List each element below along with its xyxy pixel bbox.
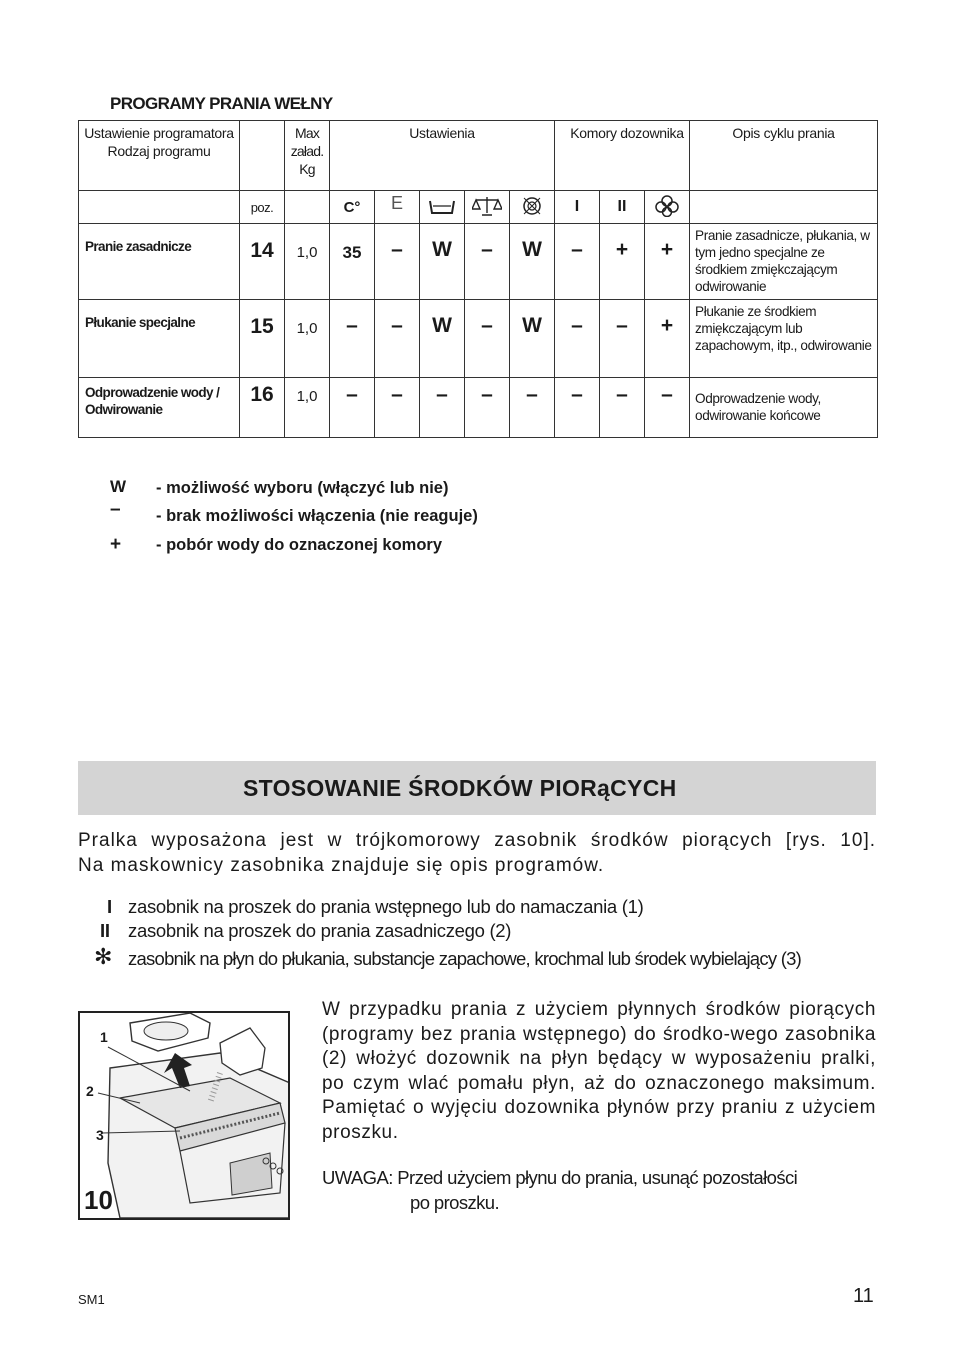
program-name: Płukanie specjalne [79, 300, 240, 378]
cell-scale: – [465, 224, 510, 300]
table-row [79, 224, 878, 300]
program-name: Pranie zasadnicze [79, 224, 240, 300]
liquid-detergent-text: W przypadku prania z użyciem płynnych środków piorących (programy bez prania wstępnego) do środko-wego zasobnika (2) włożyć dozownik na płyn będący w wyposażeniu pralki, po czym wlać pomału płyn, aż do oznaczonego maksimum. Pamiętać o wyjęciu dozownika płynów przy praniu z użyciem proszku. [322, 999, 876, 1143]
list-item: II zasobnik na proszek do prania zasadniczego (2) [100, 920, 512, 941]
cell-tub: – [420, 378, 465, 438]
cell-temp: – [330, 300, 375, 378]
cell-chamber-1: – [555, 300, 600, 378]
scale-icon [465, 191, 510, 224]
section-banner [78, 761, 876, 815]
cell-chamber-2: – [600, 300, 645, 378]
cell-e: – [375, 224, 420, 300]
spin-icon [510, 191, 555, 224]
cell-chamber-2: + [600, 224, 645, 300]
wool-programs-table [78, 120, 878, 438]
cell-spin: W [510, 224, 555, 300]
program-pos: 14 [240, 224, 285, 300]
intro-line-1: Pralka wyposażona jest w trójkomorowy zasobnik środków piorących [rys. 10]. [78, 830, 876, 851]
table-row [79, 300, 878, 378]
cell-temp: – [330, 378, 375, 438]
cell-tub: W [420, 300, 465, 378]
legend-item: W - możliwość wyboru (włączyć lub nie) [110, 477, 449, 497]
section-title: PROGRAMY PRANIA WEŁNY [110, 94, 333, 113]
figure-label-2: 2 [86, 1083, 94, 1099]
page-number: 11 [853, 1285, 874, 1307]
program-pos: 15 [240, 300, 285, 378]
header-temp: C° [330, 191, 375, 224]
program-desc: Pranie zasadnicze, płukania, w tym jedno specjalne ze środkiem zmiękczającym odwirowanie [690, 224, 878, 300]
chamber-2-label: II [600, 191, 645, 224]
header-settings: Ustawienia [330, 121, 555, 191]
cell-e: – [375, 378, 420, 438]
cell-scale: – [465, 300, 510, 378]
chamber-1-label: I [555, 191, 600, 224]
footer-code: SM1 [78, 1292, 105, 1307]
legend-item: + - pobór wody do oznaczonej komory [110, 534, 443, 555]
header-description: Opis cyklu prania [690, 121, 878, 191]
cell-chamber-1: – [555, 224, 600, 300]
header-chambers: Komory dozownika [555, 121, 690, 191]
program-desc: Płukanie ze środkiem zmiękczającym lub zapachowym, itp., odwirowanie [690, 300, 878, 378]
program-desc: Odprowadzenie wody, odwirowanie końcowe [690, 378, 878, 438]
program-name: Odprowadzenie wody / Odwirowanie [79, 378, 240, 438]
cell-spin: – [510, 378, 555, 438]
figure-label-1: 1 [100, 1029, 108, 1045]
header-setting: Ustawienie programatora Rodzaj programu [79, 121, 240, 191]
warning-line-1: UWAGA: Przed użyciem płynu do prania, usunąć pozostałości [322, 1167, 798, 1188]
banner-title: STOSOWANIE ŚRODKÓW PIORąCYCH [243, 775, 677, 801]
flower-icon [645, 191, 690, 224]
intro-line-2: Na maskownicy zasobnika znajduje się opis programów. [78, 855, 605, 876]
cell-chamber-3: + [645, 300, 690, 378]
cell-e: – [375, 300, 420, 378]
header-max-load: Max załad. Kg [285, 121, 330, 191]
list-item: ✻ zasobnik na płyn do płukania, substancje zapachowe, krochmal lub środek wybielający (3) [94, 944, 802, 969]
program-load: 1,0 [285, 378, 330, 438]
cell-chamber-3: – [645, 378, 690, 438]
cell-temp: 35 [330, 224, 375, 300]
table-row [79, 378, 878, 438]
dispenser-figure [78, 1011, 290, 1220]
cell-scale: – [465, 378, 510, 438]
program-load: 1,0 [285, 300, 330, 378]
program-load: 1,0 [285, 224, 330, 300]
cell-spin: W [510, 300, 555, 378]
program-pos: 16 [240, 378, 285, 438]
header-pos: poz. [240, 191, 285, 224]
cell-chamber-2: – [600, 378, 645, 438]
warning-line-2: po proszku. [410, 1192, 500, 1213]
figure-number: 10 [84, 1185, 113, 1215]
legend-item: – - brak możliwości włączenia (nie reaguje) [110, 499, 478, 525]
header-e: E [375, 191, 420, 224]
tub-icon [420, 191, 465, 224]
list-item: I zasobnik na proszek do prania wstępnego lub do namaczania (1) [107, 896, 644, 917]
figure-label-3: 3 [96, 1127, 104, 1143]
cell-chamber-3: + [645, 224, 690, 300]
cell-tub: W [420, 224, 465, 300]
cell-chamber-1: – [555, 378, 600, 438]
